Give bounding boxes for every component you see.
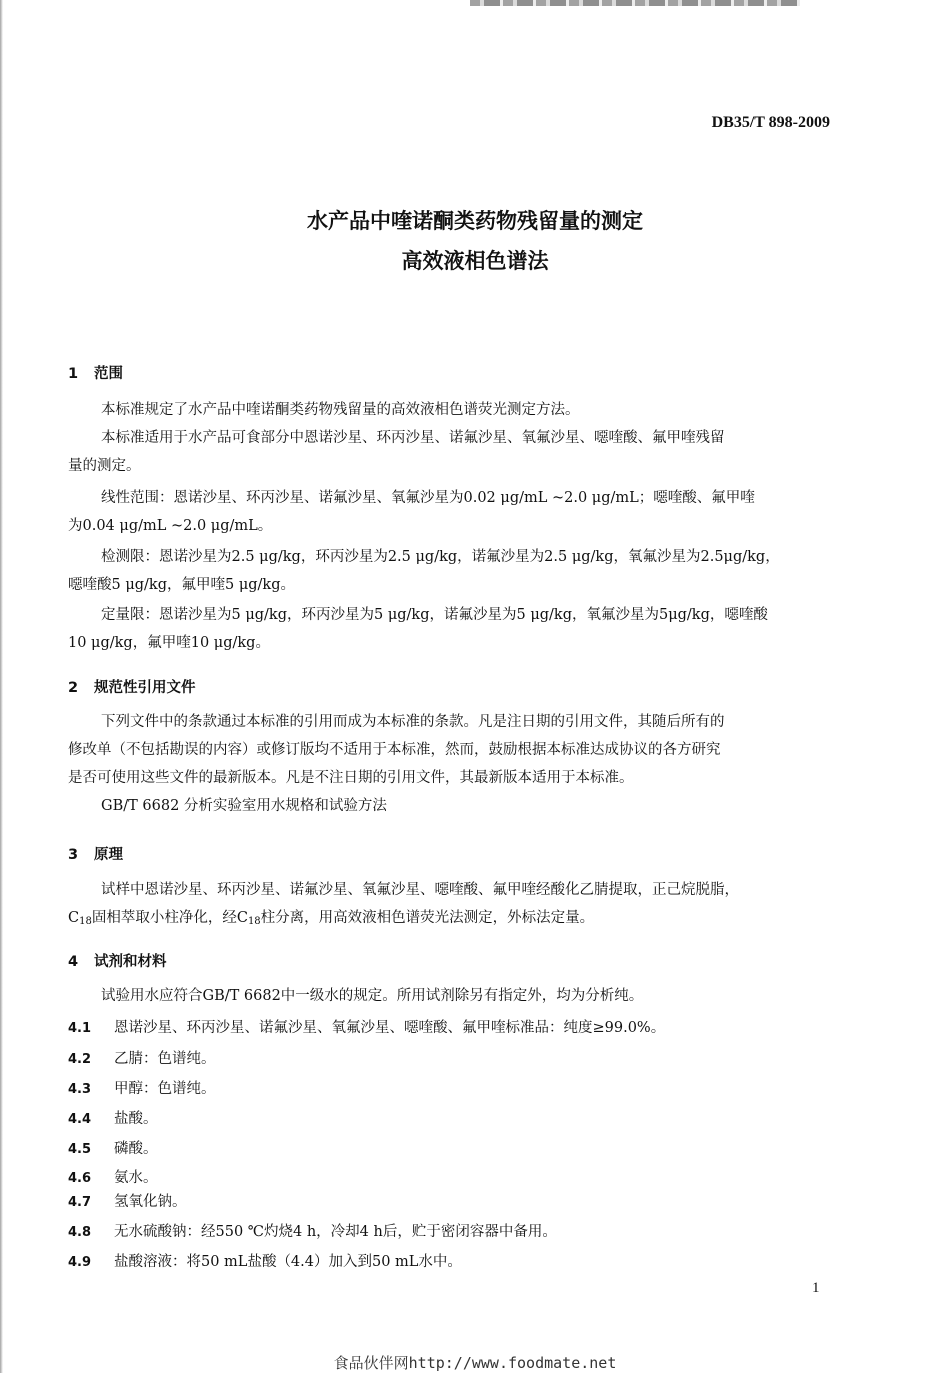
subscript: 18 (79, 916, 92, 927)
item-text: 氢氧化钠。 (114, 1194, 187, 1210)
item-number: 4.3 (68, 1082, 92, 1097)
paragraph-line: 线性范围：恩诺沙星、环丙沙星、诺氟沙星、氧氟沙星为0.02 μg/mL ~2.0 μg/mL；噁喹酸、氟甲喹 (101, 490, 755, 506)
section-number: 3 (68, 847, 79, 863)
section-number: 2 (68, 680, 79, 696)
item-number: 4.4 (68, 1112, 92, 1127)
section-heading-2 (68, 676, 196, 697)
section-heading-4 (68, 950, 167, 971)
item-text: 甲醇：色谱纯。 (114, 1081, 216, 1097)
item-number: 4.5 (68, 1142, 92, 1157)
paragraph-line: 量的测定。 (68, 458, 141, 474)
section-heading-3 (68, 843, 123, 864)
reagents-intro (68, 982, 830, 1010)
reagent-item (68, 1047, 216, 1068)
section-heading-1 (68, 362, 123, 383)
item-number: 4.1 (68, 1021, 92, 1036)
item-number: 4.9 (68, 1255, 92, 1270)
item-number: 4.2 (68, 1052, 92, 1067)
text-run: 柱分离，用高效液相色谱荧光法测定，外标法定量。 (260, 910, 595, 926)
document-subtitle: 高效液相色谱法 (401, 249, 549, 273)
section-title: 范围 (94, 366, 123, 382)
standard-code: DB35/T 898-2009 (711, 114, 830, 131)
text-run: 固相萃取小柱净化，经C (91, 910, 248, 926)
page-number: 1 (812, 1280, 820, 1296)
principle-paragraph (68, 876, 830, 936)
reagent-item (68, 1077, 216, 1098)
reagent-item (68, 1016, 665, 1037)
text-run: C (68, 910, 80, 926)
paragraph-line: 噁喹酸5 μg/kg，氟甲喹5 μg/kg。 (68, 577, 295, 593)
paragraph-line: 是否可使用这些文件的最新版本。凡是不注日期的引用文件，其最新版本适用于本标准。 (68, 770, 634, 786)
paragraph-line: 本标准适用于水产品可食部分中恩诺沙星、环丙沙星、诺氟沙星、氧氟沙星、噁喹酸、氟甲喹残留 (101, 430, 725, 446)
item-text: 乙腈：色谱纯。 (114, 1051, 216, 1067)
paragraph-line (68, 904, 830, 936)
scan-edge-artifact (470, 0, 800, 6)
item-number: 4.7 (68, 1195, 92, 1210)
reagent-item (68, 1250, 462, 1271)
detection-limit-paragraph (68, 543, 830, 599)
item-number: 4.6 (68, 1171, 92, 1186)
paragraph-line: 为0.04 μg/mL ~2.0 μg/mL。 (68, 518, 273, 534)
reagent-item (68, 1166, 158, 1187)
item-text: 恩诺沙星、环丙沙星、诺氟沙星、氧氟沙星、噁喹酸、氟甲喹标准品：纯度≥99.0%。 (114, 1020, 666, 1036)
reagent-item (68, 1107, 158, 1128)
item-text: 盐酸。 (114, 1111, 158, 1127)
item-text: 盐酸溶液：将50 mL盐酸（4.4）加入到50 mL水中。 (114, 1254, 462, 1270)
linear-range-paragraph (68, 484, 830, 540)
paragraph-line: 下列文件中的条款通过本标准的引用而成为本标准的条款。凡是注日期的引用文件，其随后所有的 (101, 714, 725, 730)
paragraph-line: 检测限：恩诺沙星为2.5 μg/kg，环丙沙星为2.5 μg/kg，诺氟沙星为2.5 μg/kg，氧氟沙星为2.5μg/kg， (101, 549, 780, 565)
item-number: 4.8 (68, 1225, 92, 1240)
section-title: 试剂和材料 (94, 954, 167, 970)
paragraph-line: 试验用水应符合GB/T 6682中一级水的规定。所用试剂除另有指定外，均为分析纯。 (101, 988, 644, 1004)
document-title: 水产品中喹诺酮类药物残留量的测定 (307, 209, 643, 233)
item-text: 磷酸。 (114, 1141, 158, 1157)
reagent-item (68, 1220, 557, 1241)
subscript: 18 (247, 916, 261, 927)
watermark: 食品伙伴网http://www.foodmate.net (333, 1354, 617, 1372)
quantitation-limit-paragraph (68, 601, 830, 657)
paragraph-line: 定量限：恩诺沙星为5 μg/kg，环丙沙星为5 μg/kg，诺氟沙星为5 μg/kg，氧氟沙星为5μg/kg，噁喹酸 (101, 607, 768, 623)
paragraph-line: 10 μg/kg，氟甲喹10 μg/kg。 (68, 635, 270, 651)
reagent-item (68, 1190, 187, 1211)
paragraph-line: 试样中恩诺沙星、环丙沙星、诺氟沙星、氧氟沙星、噁喹酸、氟甲喹经酸化乙腈提取，正己烷脱脂， (101, 882, 739, 898)
reference-entry: GB/T 6682 分析实验室用水规格和试验方法 (101, 798, 387, 814)
normative-references-paragraph (68, 708, 830, 820)
section-number: 1 (68, 366, 79, 382)
item-text: 无水硫酸钠：经550 ℃灼烧4 h，冷却4 h后，贮于密闭容器中备用。 (114, 1224, 557, 1240)
reagent-item (68, 1137, 158, 1158)
paragraph-line: 本标准规定了水产品中喹诺酮类药物残留量的高效液相色谱荧光测定方法。 (101, 402, 580, 418)
scope-paragraph (68, 396, 830, 480)
section-title: 规范性引用文件 (94, 680, 196, 696)
section-title: 原理 (94, 847, 123, 863)
paragraph-line: 修改单（不包括勘误的内容）或修订版均不适用于本标准，然而，鼓励根据本标准达成协议的各方研究 (68, 742, 721, 758)
section-number: 4 (68, 954, 79, 970)
item-text: 氨水。 (114, 1170, 158, 1186)
